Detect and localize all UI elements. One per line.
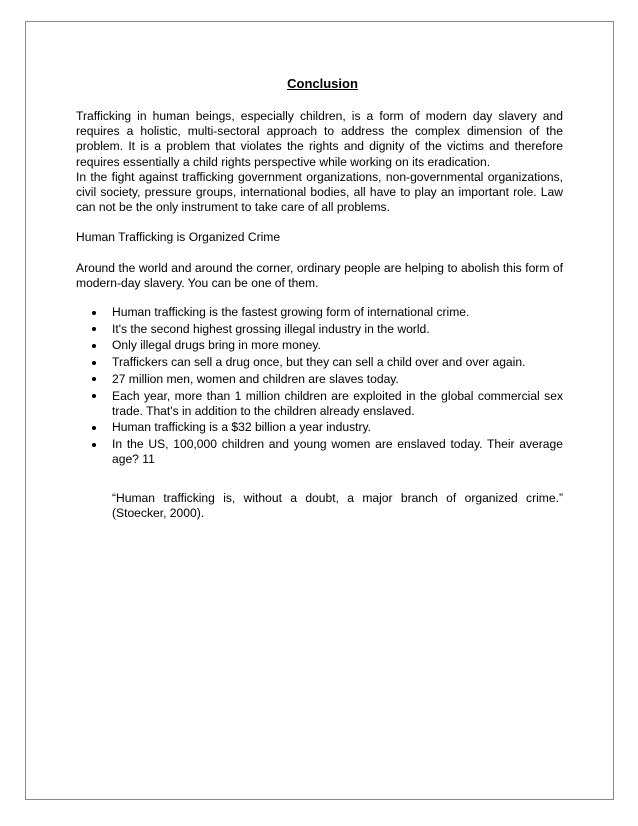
list-item xyxy=(112,420,563,435)
list-item-text: Traffickers can sell a drug once, but they can sell a child over and over again. xyxy=(112,355,526,370)
list-item xyxy=(112,372,563,387)
list-item-text: In the US, 100,000 children and young women are enslaved today. Their average age? 11 xyxy=(112,437,563,467)
document-body xyxy=(76,76,563,521)
paragraph-around-world: Around the world and around the corner, ordinary people are helping to abolish this form of modern-day slavery. You can be one of them. xyxy=(76,260,563,290)
list-item-text: It's the second highest grossing illegal industry in the world. xyxy=(112,321,430,336)
bullet-icon xyxy=(92,327,96,331)
bullet-icon xyxy=(92,344,96,348)
bullet-icon xyxy=(92,426,96,430)
list-item xyxy=(112,338,563,353)
fact-list xyxy=(76,305,563,468)
quote: “Human trafficking is, without a doubt, a major branch of organized crime.” (Stoecker, 2000). xyxy=(112,490,563,520)
list-item-text: Each year, more than 1 million children are exploited in the global commercial sex trade. That's in addition to the children already enslaved. xyxy=(112,388,563,418)
list-item xyxy=(112,322,563,337)
list-item-text: 27 million men, women and children are slaves today. xyxy=(112,371,399,386)
list-item-text: Only illegal drugs bring in more money. xyxy=(112,338,321,353)
list-item xyxy=(112,437,563,467)
list-item-text: Human trafficking is the fastest growing form of international crime. xyxy=(112,305,470,320)
bullet-icon xyxy=(92,377,96,381)
section-heading: Human Trafficking is Organized Crime xyxy=(76,230,281,245)
list-item-text: Human trafficking is a $32 billion a year industry. xyxy=(112,420,372,435)
bullet-icon xyxy=(92,361,96,365)
bullet-icon xyxy=(92,394,96,398)
bullet-icon xyxy=(92,311,96,315)
list-item xyxy=(112,355,563,370)
list-item xyxy=(112,305,563,320)
paragraph-fight: In the fight against trafficking government organizations, non-governmental organizations, civil society, pressure groups, international bodies, all have to play an important role. Law can not be the only instrument to take care of all problems. xyxy=(76,169,563,215)
paragraph-intro: Trafficking in human beings, especially children, is a form of modern day slavery and requires a holistic, multi-sectoral approach to address the complex dimension of the problem. It is a problem that violates the rights and dignity of the victims and therefore requires essentially a child rights perspective while working on its eradication. xyxy=(76,109,563,169)
page-title: Conclusion xyxy=(287,76,358,91)
list-item xyxy=(112,389,563,419)
bullet-icon xyxy=(92,443,96,447)
